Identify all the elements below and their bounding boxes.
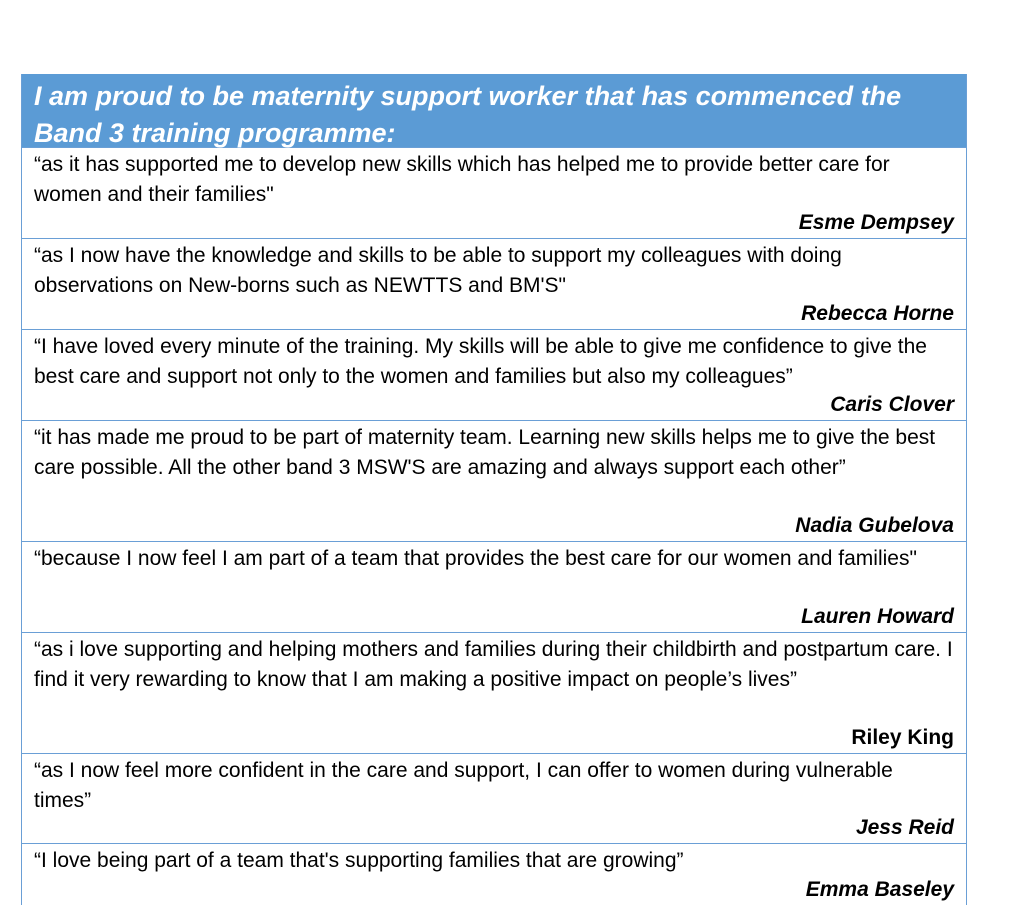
testimonial-author: Lauren Howard xyxy=(801,605,954,628)
testimonial-row xyxy=(22,330,966,421)
testimonial-quote: “as it has supported me to develop new skills which has helped me to provide better care for women and their families" xyxy=(34,153,890,206)
testimonial-row xyxy=(22,239,966,330)
testimonial-row xyxy=(22,542,966,633)
testimonial-author: Esme Dempsey xyxy=(798,211,954,234)
testimonial-row xyxy=(22,148,966,239)
testimonial-row xyxy=(22,633,966,754)
table-header xyxy=(22,74,966,148)
testimonial-author: Emma Baseley xyxy=(805,878,954,901)
testimonial-author: Jess Reid xyxy=(855,816,954,839)
testimonial-row xyxy=(22,754,966,844)
testimonial-quote: “as I now feel more confident in the care and support, I can offer to women during vulnerable times” xyxy=(34,759,893,812)
testimonial-quote: “as I now have the knowledge and skills to be able to support my colleagues with doing observations on New-borns such as NEWTTS and BM'S" xyxy=(34,244,842,297)
testimonial-author: Rebecca Horne xyxy=(801,302,954,325)
testimonial-author: Nadia Gubelova xyxy=(795,514,954,537)
testimonial-row xyxy=(22,844,966,905)
testimonial-table xyxy=(21,74,967,905)
testimonial-author: Caris Clover xyxy=(830,393,954,416)
testimonial-quote: “because I now feel I am part of a team that provides the best care for our women and families" xyxy=(34,547,917,570)
header-title: I am proud to be maternity support worker that has commenced the Band 3 training programme: xyxy=(34,81,902,148)
testimonial-quote: “it has made me proud to be part of maternity team. Learning new skills helps me to give the best care possible. All the other band 3 MSW'S are amazing and always support each other” xyxy=(34,426,936,479)
testimonial-quote: “I love being part of a team that's supporting families that are growing” xyxy=(34,849,684,872)
testimonial-author: Riley King xyxy=(851,726,954,749)
testimonial-quote: “as i love supporting and helping mothers and families during their childbirth and postpartum care. I find it very rewarding to know that I am making a positive impact on people’s lives” xyxy=(34,638,953,691)
testimonial-quote: “I have loved every minute of the training. My skills will be able to give me confidence to give the best care and support not only to the women and families but also my colleagues” xyxy=(34,335,927,388)
testimonial-row xyxy=(22,421,966,542)
